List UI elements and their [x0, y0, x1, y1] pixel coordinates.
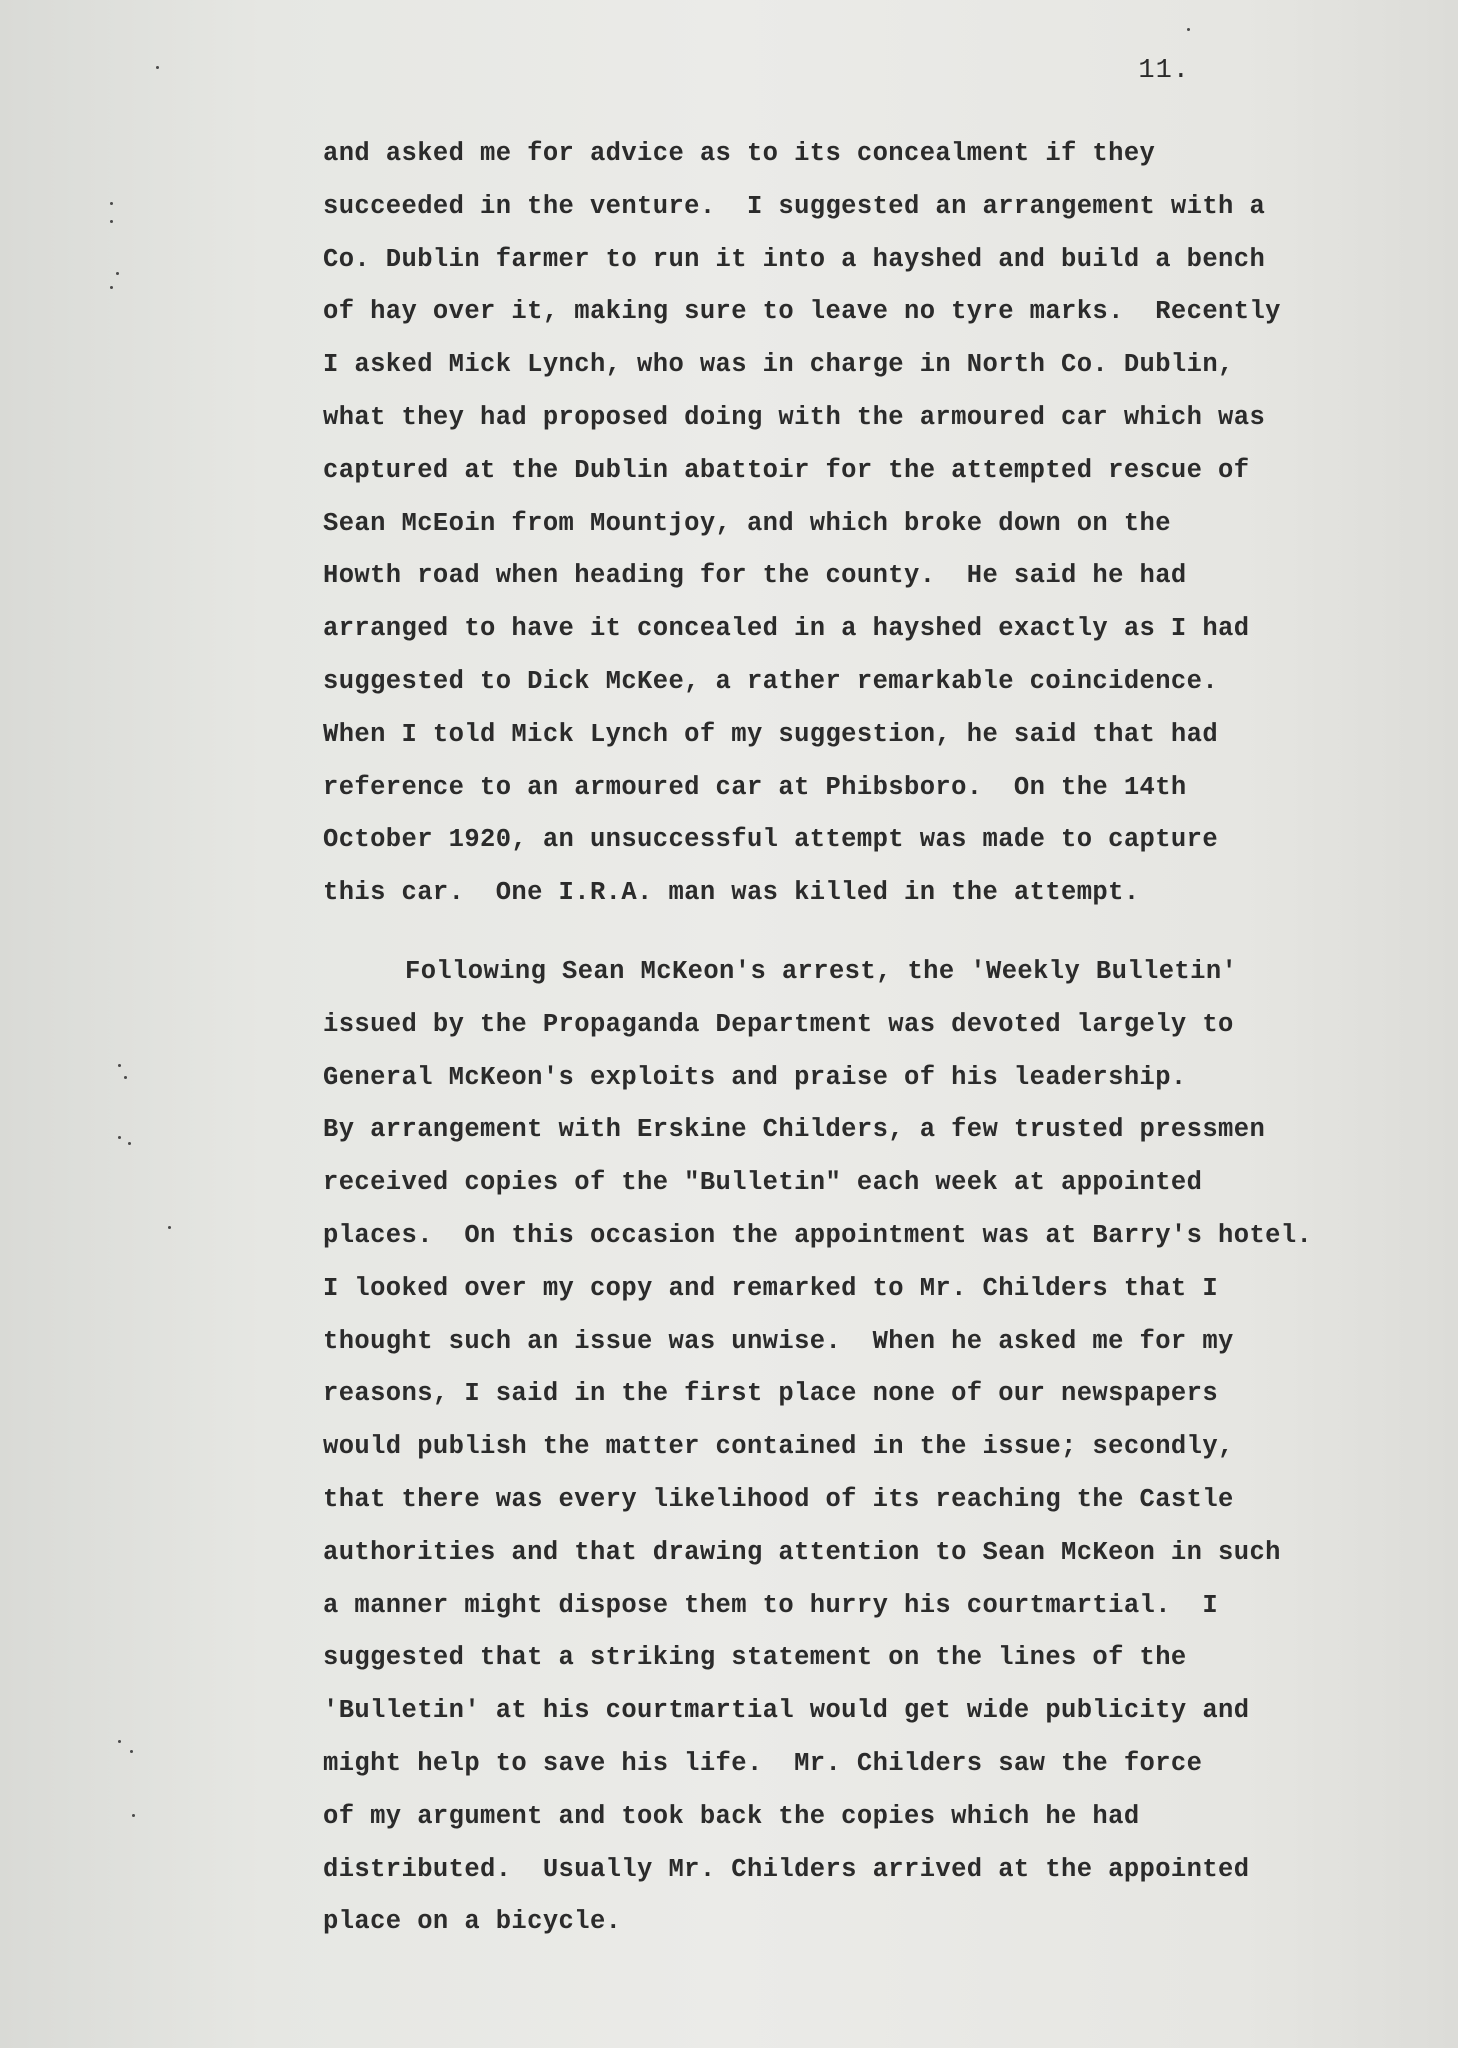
paper-speck [130, 1750, 133, 1753]
text-line: place on a bicycle. [323, 1907, 622, 1937]
text-line: When I told Mick Lynch of my suggestion, he said that had [323, 719, 1219, 749]
paper-speck [118, 1740, 121, 1743]
paper-speck [118, 1064, 121, 1067]
text-line: issued by the Propaganda Department was devoted largely to [323, 1009, 1234, 1039]
text-line: would publish the matter contained in the issue; secondly, [323, 1432, 1234, 1462]
text-line: Following Sean McKeon's arrest, the 'Weekly Bulletin' [405, 956, 1238, 986]
text-line: this car. One I.R.A. man was killed in the attempt. [323, 878, 1140, 908]
text-line: Sean McEoin from Mountjoy, and which broke down on the [323, 508, 1171, 538]
paragraph-2 [323, 946, 1343, 1949]
text-line: what they had proposed doing with the armoured car which was [323, 402, 1266, 432]
paper-speck [116, 272, 119, 275]
text-line: I asked Mick Lynch, who was in charge in North Co. Dublin, [323, 350, 1234, 380]
text-line: might help to save his life. Mr. Childers saw the force [323, 1748, 1203, 1778]
paper-speck [168, 1226, 171, 1229]
text-line: thought such an issue was unwise. When he asked me for my [323, 1326, 1234, 1356]
text-line: received copies of the "Bulletin" each week at appointed [323, 1168, 1203, 1198]
text-line: arranged to have it concealed in a hayshed exactly as I had [323, 614, 1250, 644]
text-line: suggested that a striking statement on the lines of the [323, 1643, 1187, 1673]
paper-speck [156, 66, 159, 69]
text-line: 'Bulletin' at his courtmartial would get wide publicity and [323, 1696, 1250, 1726]
text-line: reasons, I said in the first place none of our newspapers [323, 1379, 1219, 1409]
text-line: succeeded in the venture. I suggested an arrangement with a [323, 191, 1266, 221]
paper-speck [124, 1076, 127, 1079]
text-line: distributed. Usually Mr. Childers arrived at the appointed [323, 1854, 1250, 1884]
text-line: of my argument and took back the copies which he had [323, 1801, 1140, 1831]
paper-speck [110, 202, 113, 205]
text-line: Howth road when heading for the county. He said he had [323, 561, 1187, 591]
paper-speck [110, 220, 113, 223]
text-line: authorities and that drawing attention to Sean McKeon in such [323, 1537, 1281, 1567]
text-line: that there was every likelihood of its reaching the Castle [323, 1484, 1234, 1514]
text-line: of hay over it, making sure to leave no tyre marks. Recently [323, 297, 1281, 327]
text-line: By arrangement with Erskine Childers, a few trusted pressmen [323, 1115, 1266, 1145]
text-line: I looked over my copy and remarked to Mr. Childers that I [323, 1273, 1219, 1303]
text-line: suggested to Dick McKee, a rather remarkable coincidence. [323, 666, 1219, 696]
paragraph-1 [323, 128, 1343, 920]
page-number: 11. [1138, 56, 1190, 86]
paragraph-gap [323, 920, 1343, 946]
text-line: and asked me for advice as to its concealment if they [323, 139, 1156, 168]
text-line: October 1920, an unsuccessful attempt was made to capture [323, 825, 1219, 855]
text-line: Co. Dublin farmer to run it into a hayshed and build a bench [323, 244, 1266, 274]
text-line: a manner might dispose them to hurry his courtmartial. I [323, 1590, 1219, 1620]
text-line: General McKeon's exploits and praise of his leadership. [323, 1062, 1187, 1092]
body-text [323, 128, 1343, 1949]
text-line: reference to an armoured car at Phibsboro. On the 14th [323, 772, 1187, 802]
text-line: captured at the Dublin abattoir for the attempted rescue of [323, 455, 1250, 485]
text-line: places. On this occasion the appointment was at Barry's hotel. [323, 1220, 1313, 1250]
paper-speck [110, 286, 113, 289]
paper-speck [1187, 28, 1190, 31]
paper-speck [132, 1814, 135, 1817]
paper-speck [118, 1136, 121, 1139]
paper-speck [128, 1142, 131, 1145]
